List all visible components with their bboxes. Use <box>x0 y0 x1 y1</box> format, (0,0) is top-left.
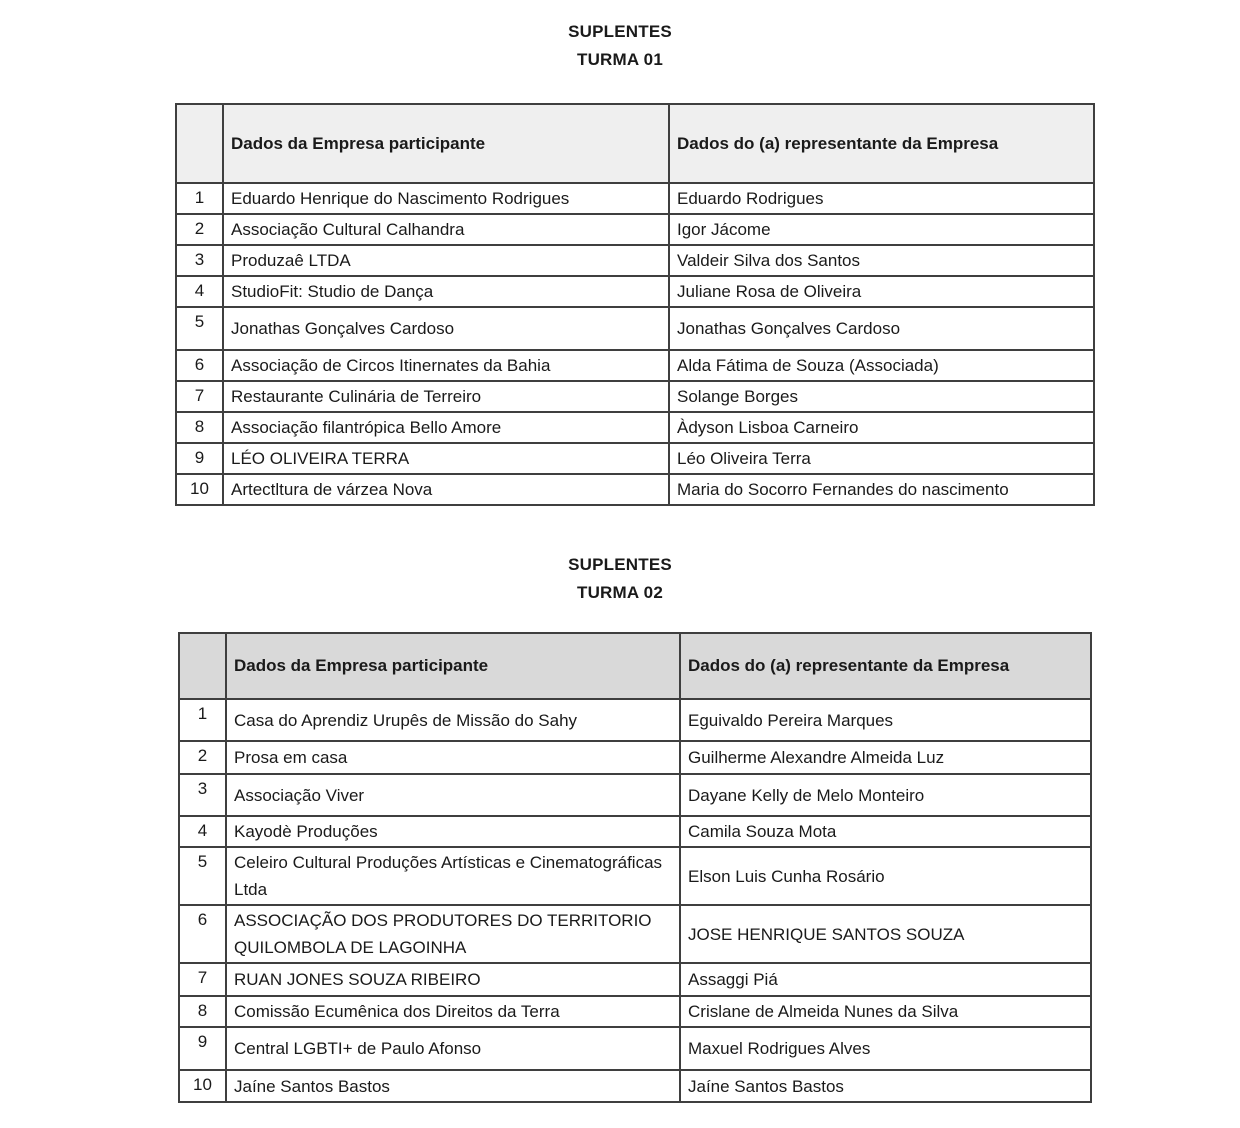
representante-cell: Igor Jácome <box>669 214 1094 245</box>
table-header-row <box>179 633 1091 699</box>
row-number: 9 <box>179 1027 226 1070</box>
empresa-cell: RUAN JONES SOUZA RIBEIRO <box>226 963 680 996</box>
table-row <box>179 963 1091 996</box>
table-header-row <box>176 104 1094 183</box>
empresa-cell: Central LGBTI+ de Paulo Afonso <box>226 1027 680 1070</box>
row-number: 8 <box>176 412 223 443</box>
section-title-turma-02 <box>0 551 1240 607</box>
table-row <box>179 847 1091 905</box>
empresa-cell: StudioFit: Studio de Dança <box>223 276 669 307</box>
table-row <box>176 381 1094 412</box>
table-row <box>179 774 1091 816</box>
row-number: 1 <box>179 699 226 741</box>
empresa-cell: Kayodè Produções <box>226 816 680 847</box>
empresa-cell: Associação Cultural Calhandra <box>223 214 669 245</box>
row-number: 4 <box>176 276 223 307</box>
representante-cell: Elson Luis Cunha Rosário <box>680 847 1091 905</box>
representante-cell: Dayane Kelly de Melo Monteiro <box>680 774 1091 816</box>
table-row <box>179 1027 1091 1070</box>
table-turma-01 <box>175 103 1095 506</box>
table-row <box>179 699 1091 741</box>
title-turma-02: TURMA 02 <box>577 583 663 602</box>
table-row <box>176 350 1094 381</box>
representante-cell: Maria do Socorro Fernandes do nascimento <box>669 474 1094 505</box>
table-row <box>179 996 1091 1027</box>
empresa-cell: Eduardo Henrique do Nascimento Rodrigues <box>223 183 669 214</box>
empresa-cell: Comissão Ecumênica dos Direitos da Terra <box>226 996 680 1027</box>
title-suplentes-1: SUPLENTES <box>568 22 672 41</box>
header-cell-representante: Dados do (a) representante da Empresa <box>680 633 1091 699</box>
empresa-cell: Associação Viver <box>226 774 680 816</box>
representante-cell: Maxuel Rodrigues Alves <box>680 1027 1091 1070</box>
representante-cell: Léo Oliveira Terra <box>669 443 1094 474</box>
empresa-cell: Casa do Aprendiz Urupês de Missão do Sahy <box>226 699 680 741</box>
row-number: 1 <box>176 183 223 214</box>
row-number: 2 <box>176 214 223 245</box>
table-row <box>176 214 1094 245</box>
row-number: 10 <box>176 474 223 505</box>
row-number: 7 <box>179 963 226 996</box>
representante-cell: Camila Souza Mota <box>680 816 1091 847</box>
table-row <box>179 741 1091 774</box>
header-cell-empresa: Dados da Empresa participante <box>226 633 680 699</box>
table-row <box>179 905 1091 963</box>
title-suplentes-2: SUPLENTES <box>568 555 672 574</box>
table-row <box>176 443 1094 474</box>
table-row <box>176 183 1094 214</box>
table-row <box>176 307 1094 350</box>
empresa-cell: Celeiro Cultural Produções Artísticas e Cinematográficas Ltda <box>226 847 680 905</box>
empresa-cell: Prosa em casa <box>226 741 680 774</box>
row-number: 6 <box>176 350 223 381</box>
title-turma-01: TURMA 01 <box>577 50 663 69</box>
representante-cell: Assaggi Piá <box>680 963 1091 996</box>
header-cell-index <box>179 633 226 699</box>
table-row <box>179 816 1091 847</box>
representante-cell: Solange Borges <box>669 381 1094 412</box>
table-row <box>176 412 1094 443</box>
row-number: 5 <box>176 307 223 350</box>
row-number: 7 <box>176 381 223 412</box>
representante-cell: Jaíne Santos Bastos <box>680 1070 1091 1102</box>
table-turma-02 <box>178 632 1092 1103</box>
row-number: 9 <box>176 443 223 474</box>
section-title-turma-01 <box>0 18 1240 74</box>
empresa-cell: Artectltura de várzea Nova <box>223 474 669 505</box>
empresa-cell: ASSOCIAÇÃO DOS PRODUTORES DO TERRITORIO QUILOMBOLA DE LAGOINHA <box>226 905 680 963</box>
representante-cell: Crislane de Almeida Nunes da Silva <box>680 996 1091 1027</box>
row-number: 10 <box>179 1070 226 1102</box>
header-cell-representante: Dados do (a) representante da Empresa <box>669 104 1094 183</box>
table-row <box>179 1070 1091 1102</box>
empresa-cell: Jaíne Santos Bastos <box>226 1070 680 1102</box>
table-row <box>176 474 1094 505</box>
representante-cell: Guilherme Alexandre Almeida Luz <box>680 741 1091 774</box>
representante-cell: Àdyson Lisboa Carneiro <box>669 412 1094 443</box>
empresa-cell: Produzaê LTDA <box>223 245 669 276</box>
row-number: 5 <box>179 847 226 905</box>
header-cell-index <box>176 104 223 183</box>
row-number: 2 <box>179 741 226 774</box>
row-number: 3 <box>176 245 223 276</box>
row-number: 3 <box>179 774 226 816</box>
header-cell-empresa: Dados da Empresa participante <box>223 104 669 183</box>
empresa-cell: Jonathas Gonçalves Cardoso <box>223 307 669 350</box>
row-number: 6 <box>179 905 226 963</box>
row-number: 8 <box>179 996 226 1027</box>
table-row <box>176 276 1094 307</box>
row-number: 4 <box>179 816 226 847</box>
representante-cell: Eguivaldo Pereira Marques <box>680 699 1091 741</box>
representante-cell: Alda Fátima de Souza (Associada) <box>669 350 1094 381</box>
representante-cell: Valdeir Silva dos Santos <box>669 245 1094 276</box>
empresa-cell: Associação filantrópica Bello Amore <box>223 412 669 443</box>
empresa-cell: Associação de Circos Itinernates da Bahia <box>223 350 669 381</box>
representante-cell: Jonathas Gonçalves Cardoso <box>669 307 1094 350</box>
table-row <box>176 245 1094 276</box>
representante-cell: Juliane Rosa de Oliveira <box>669 276 1094 307</box>
empresa-cell: Restaurante Culinária de Terreiro <box>223 381 669 412</box>
empresa-cell: LÉO OLIVEIRA TERRA <box>223 443 669 474</box>
representante-cell: JOSE HENRIQUE SANTOS SOUZA <box>680 905 1091 963</box>
representante-cell: Eduardo Rodrigues <box>669 183 1094 214</box>
